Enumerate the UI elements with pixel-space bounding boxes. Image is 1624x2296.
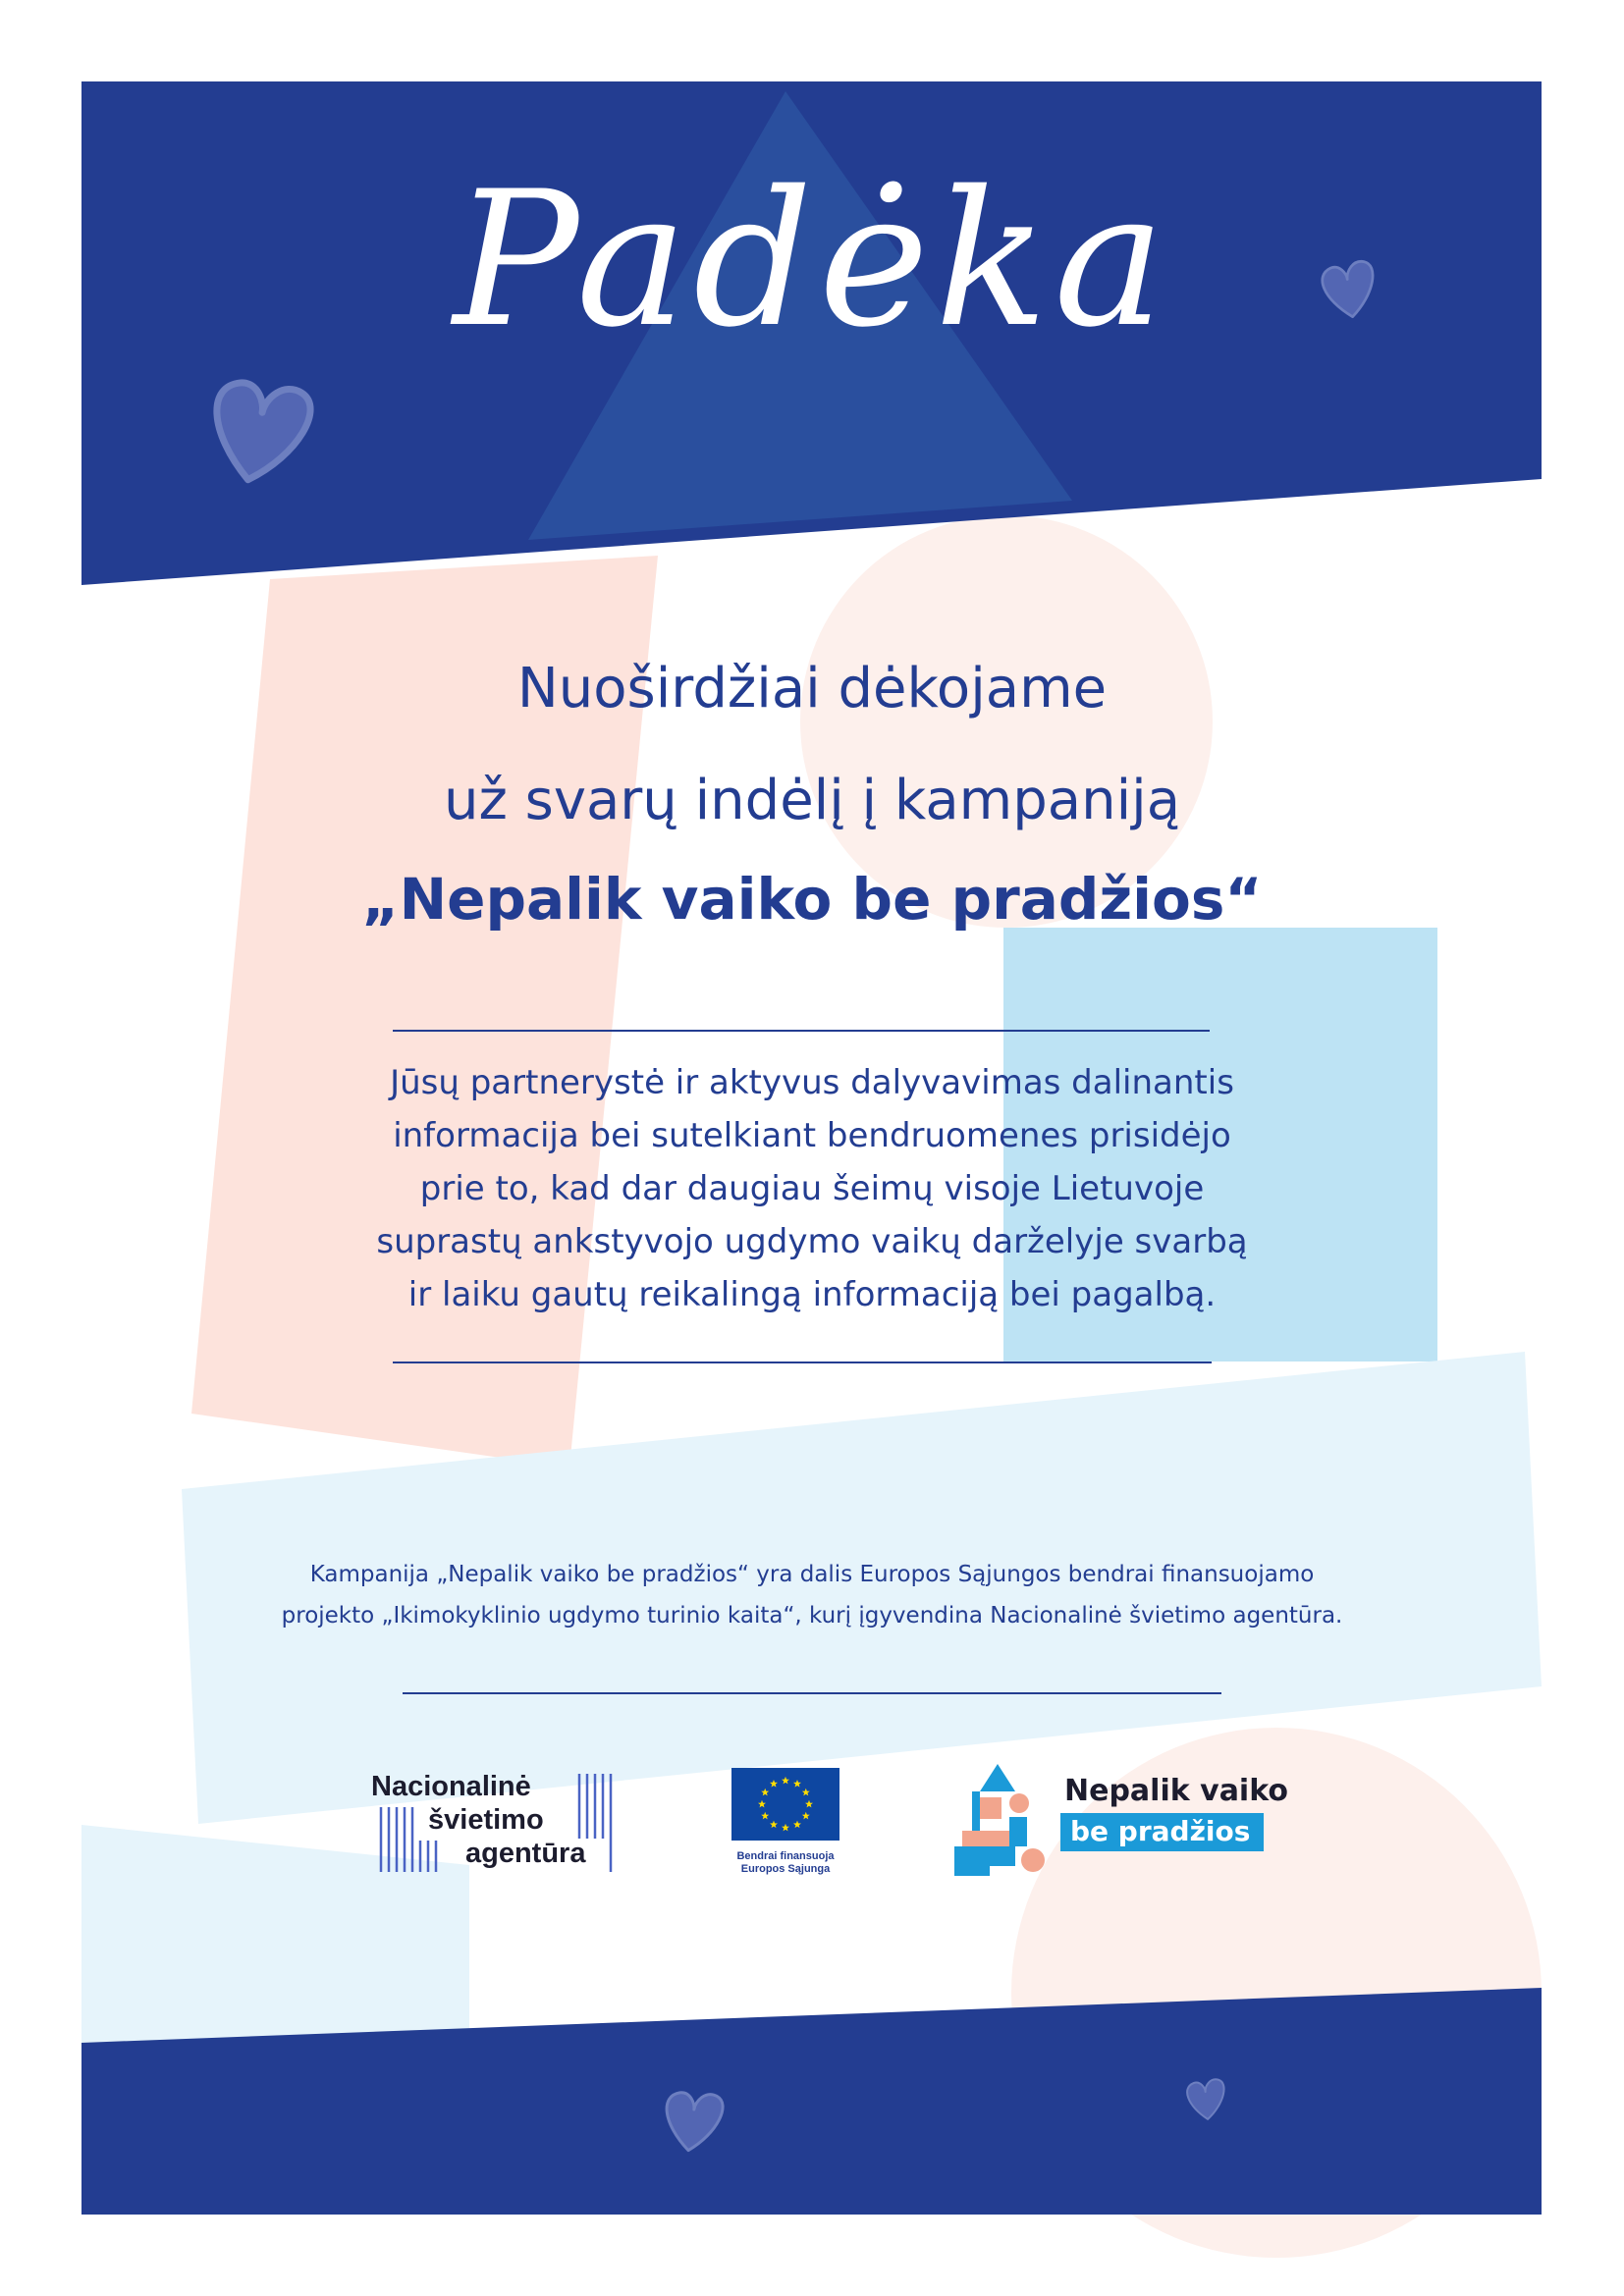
campaign-name: „Nepalik vaiko be pradžios“ [361,866,1263,933]
eu-logo [731,1768,839,1876]
divider-bottom [403,1692,1221,1694]
eu-flag-icon [731,1768,839,1841]
headline-line-1: Nuoširdžiai dėkojame [516,657,1108,721]
thanks-paragraph [245,1056,1379,1321]
funding-note [177,1554,1447,1636]
divider-top [393,1030,1210,1032]
funding-line: Kampanija „Nepalik vaiko be pradžios“ yra dalis Europos Sąjungos bendrai finansuojamo [309,1562,1315,1587]
paragraph-line: prie to, kad dar daugiau šeimų visoje Lietuvoje [419,1169,1205,1208]
campaign-logo [950,1762,1288,1880]
building-blocks-icon [950,1762,1058,1880]
campaign-logo-line-2: be pradžios [1060,1813,1264,1851]
paragraph-line: informacija bei sutelkiant bendruomenes prisidėjo [393,1116,1231,1155]
divider-middle [393,1362,1212,1363]
eu-caption [731,1850,839,1876]
nsa-logo [371,1770,626,1878]
eu-caption-line: Bendrai finansuoja [736,1850,835,1862]
paragraph-line: ir laiku gautų reikalingą informaciją bei pagalbą. [407,1275,1217,1314]
paragraph-line: suprastų ankstyvojo ugdymo vaikų darželyje svarbą [376,1222,1248,1261]
nsa-logo-line: Nacionalinė [371,1771,531,1802]
eu-caption-line: Europos Sąjunga [740,1863,831,1875]
paragraph-line: Jūsų partnerystė ir aktyvus dalyvavimas dalinantis [390,1063,1234,1102]
headline-line-2: už svarų indėlį į kampaniją [443,769,1181,832]
page-title: Padėka [453,151,1171,368]
nsa-logo-line: švietimo [428,1804,544,1836]
funding-line: projekto „Ikimokyklinio ugdymo turinio kaita“, kurį įgyvendina Nacionalinė švietimo agentūra. [281,1603,1343,1629]
nsa-logo-line: agentūra [465,1838,586,1869]
campaign-logo-line-1: Nepalik vaiko [1064,1774,1288,1808]
